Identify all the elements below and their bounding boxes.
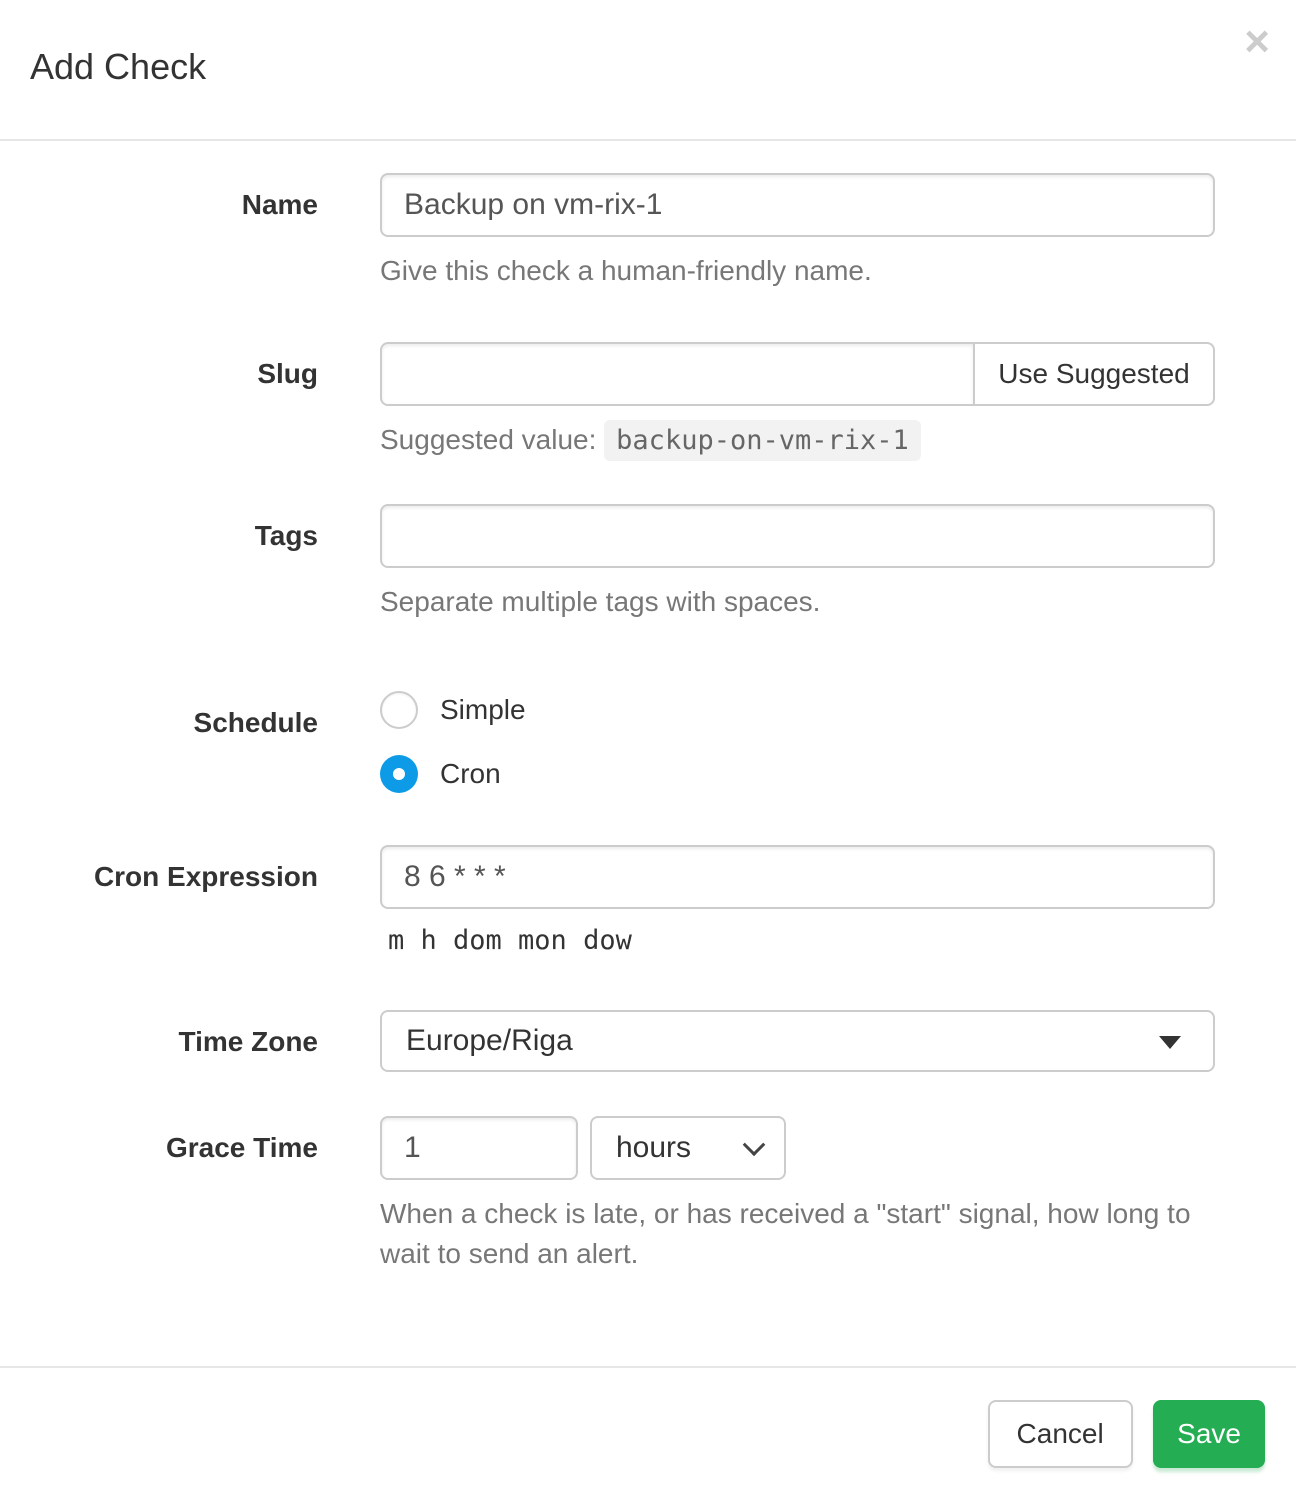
- slug-label: Slug: [257, 357, 318, 389]
- slug-input[interactable]: [380, 342, 975, 406]
- schedule-option-simple-label: Simple: [440, 693, 526, 725]
- name-help: Give this check a human-friendly name.: [380, 255, 872, 286]
- modal-title: Add Check: [30, 46, 207, 87]
- suggested-slug-value: backup-on-vm-rix-1: [604, 420, 921, 461]
- name-row: [0, 173, 1215, 292]
- close-icon[interactable]: ×: [1244, 17, 1270, 66]
- tags-row: [0, 504, 1215, 623]
- schedule-option-cron[interactable]: [380, 755, 1215, 793]
- cron-expression-input[interactable]: [380, 845, 1215, 909]
- cron-expression-help: m h dom mon dow: [388, 924, 632, 956]
- save-button[interactable]: Save: [1153, 1400, 1265, 1468]
- slug-row: [0, 342, 1215, 461]
- radio-unselected-icon[interactable]: [380, 691, 418, 729]
- add-check-form: [0, 141, 1296, 1275]
- tags-input[interactable]: [380, 504, 1215, 568]
- schedule-option-cron-label: Cron: [440, 757, 501, 789]
- grace-time-value-input[interactable]: [380, 1116, 578, 1180]
- name-input[interactable]: [380, 173, 1215, 237]
- time-zone-label: Time Zone: [178, 1025, 318, 1057]
- tags-help: Separate multiple tags with spaces.: [380, 586, 821, 618]
- timezone-select-value: Europe/Riga: [406, 1023, 573, 1057]
- schedule-row: [0, 691, 1215, 793]
- cron-expression-row: [0, 845, 1215, 956]
- cancel-button[interactable]: Cancel: [988, 1400, 1133, 1468]
- slug-help: [380, 420, 1215, 461]
- chevron-down-icon: [743, 1133, 766, 1156]
- modal-footer: [0, 1366, 1296, 1502]
- slug-help-prefix: Suggested value:: [380, 423, 597, 455]
- tags-label: Tags: [254, 520, 318, 552]
- grace-time-help: When a check is late, or has received a "start" signal, how long to wait to send an alert.: [380, 1197, 1191, 1270]
- grace-time-unit-value: hours: [616, 1130, 692, 1164]
- caret-down-icon: [1159, 1036, 1181, 1049]
- grace-time-label: Grace Time: [165, 1131, 318, 1163]
- grace-time-unit-select[interactable]: [590, 1116, 786, 1180]
- schedule-option-simple[interactable]: [380, 691, 1215, 729]
- radio-selected-icon[interactable]: [380, 755, 418, 793]
- timezone-select[interactable]: [380, 1010, 1215, 1072]
- schedule-label: Schedule: [193, 706, 318, 738]
- cron-expression-label: Cron Expression: [93, 860, 318, 892]
- time-zone-row: [0, 1010, 1215, 1072]
- name-label: Name: [241, 189, 318, 220]
- grace-time-row: [0, 1116, 1215, 1275]
- use-suggested-button[interactable]: Use Suggested: [973, 342, 1215, 406]
- modal-header: [0, 0, 1296, 141]
